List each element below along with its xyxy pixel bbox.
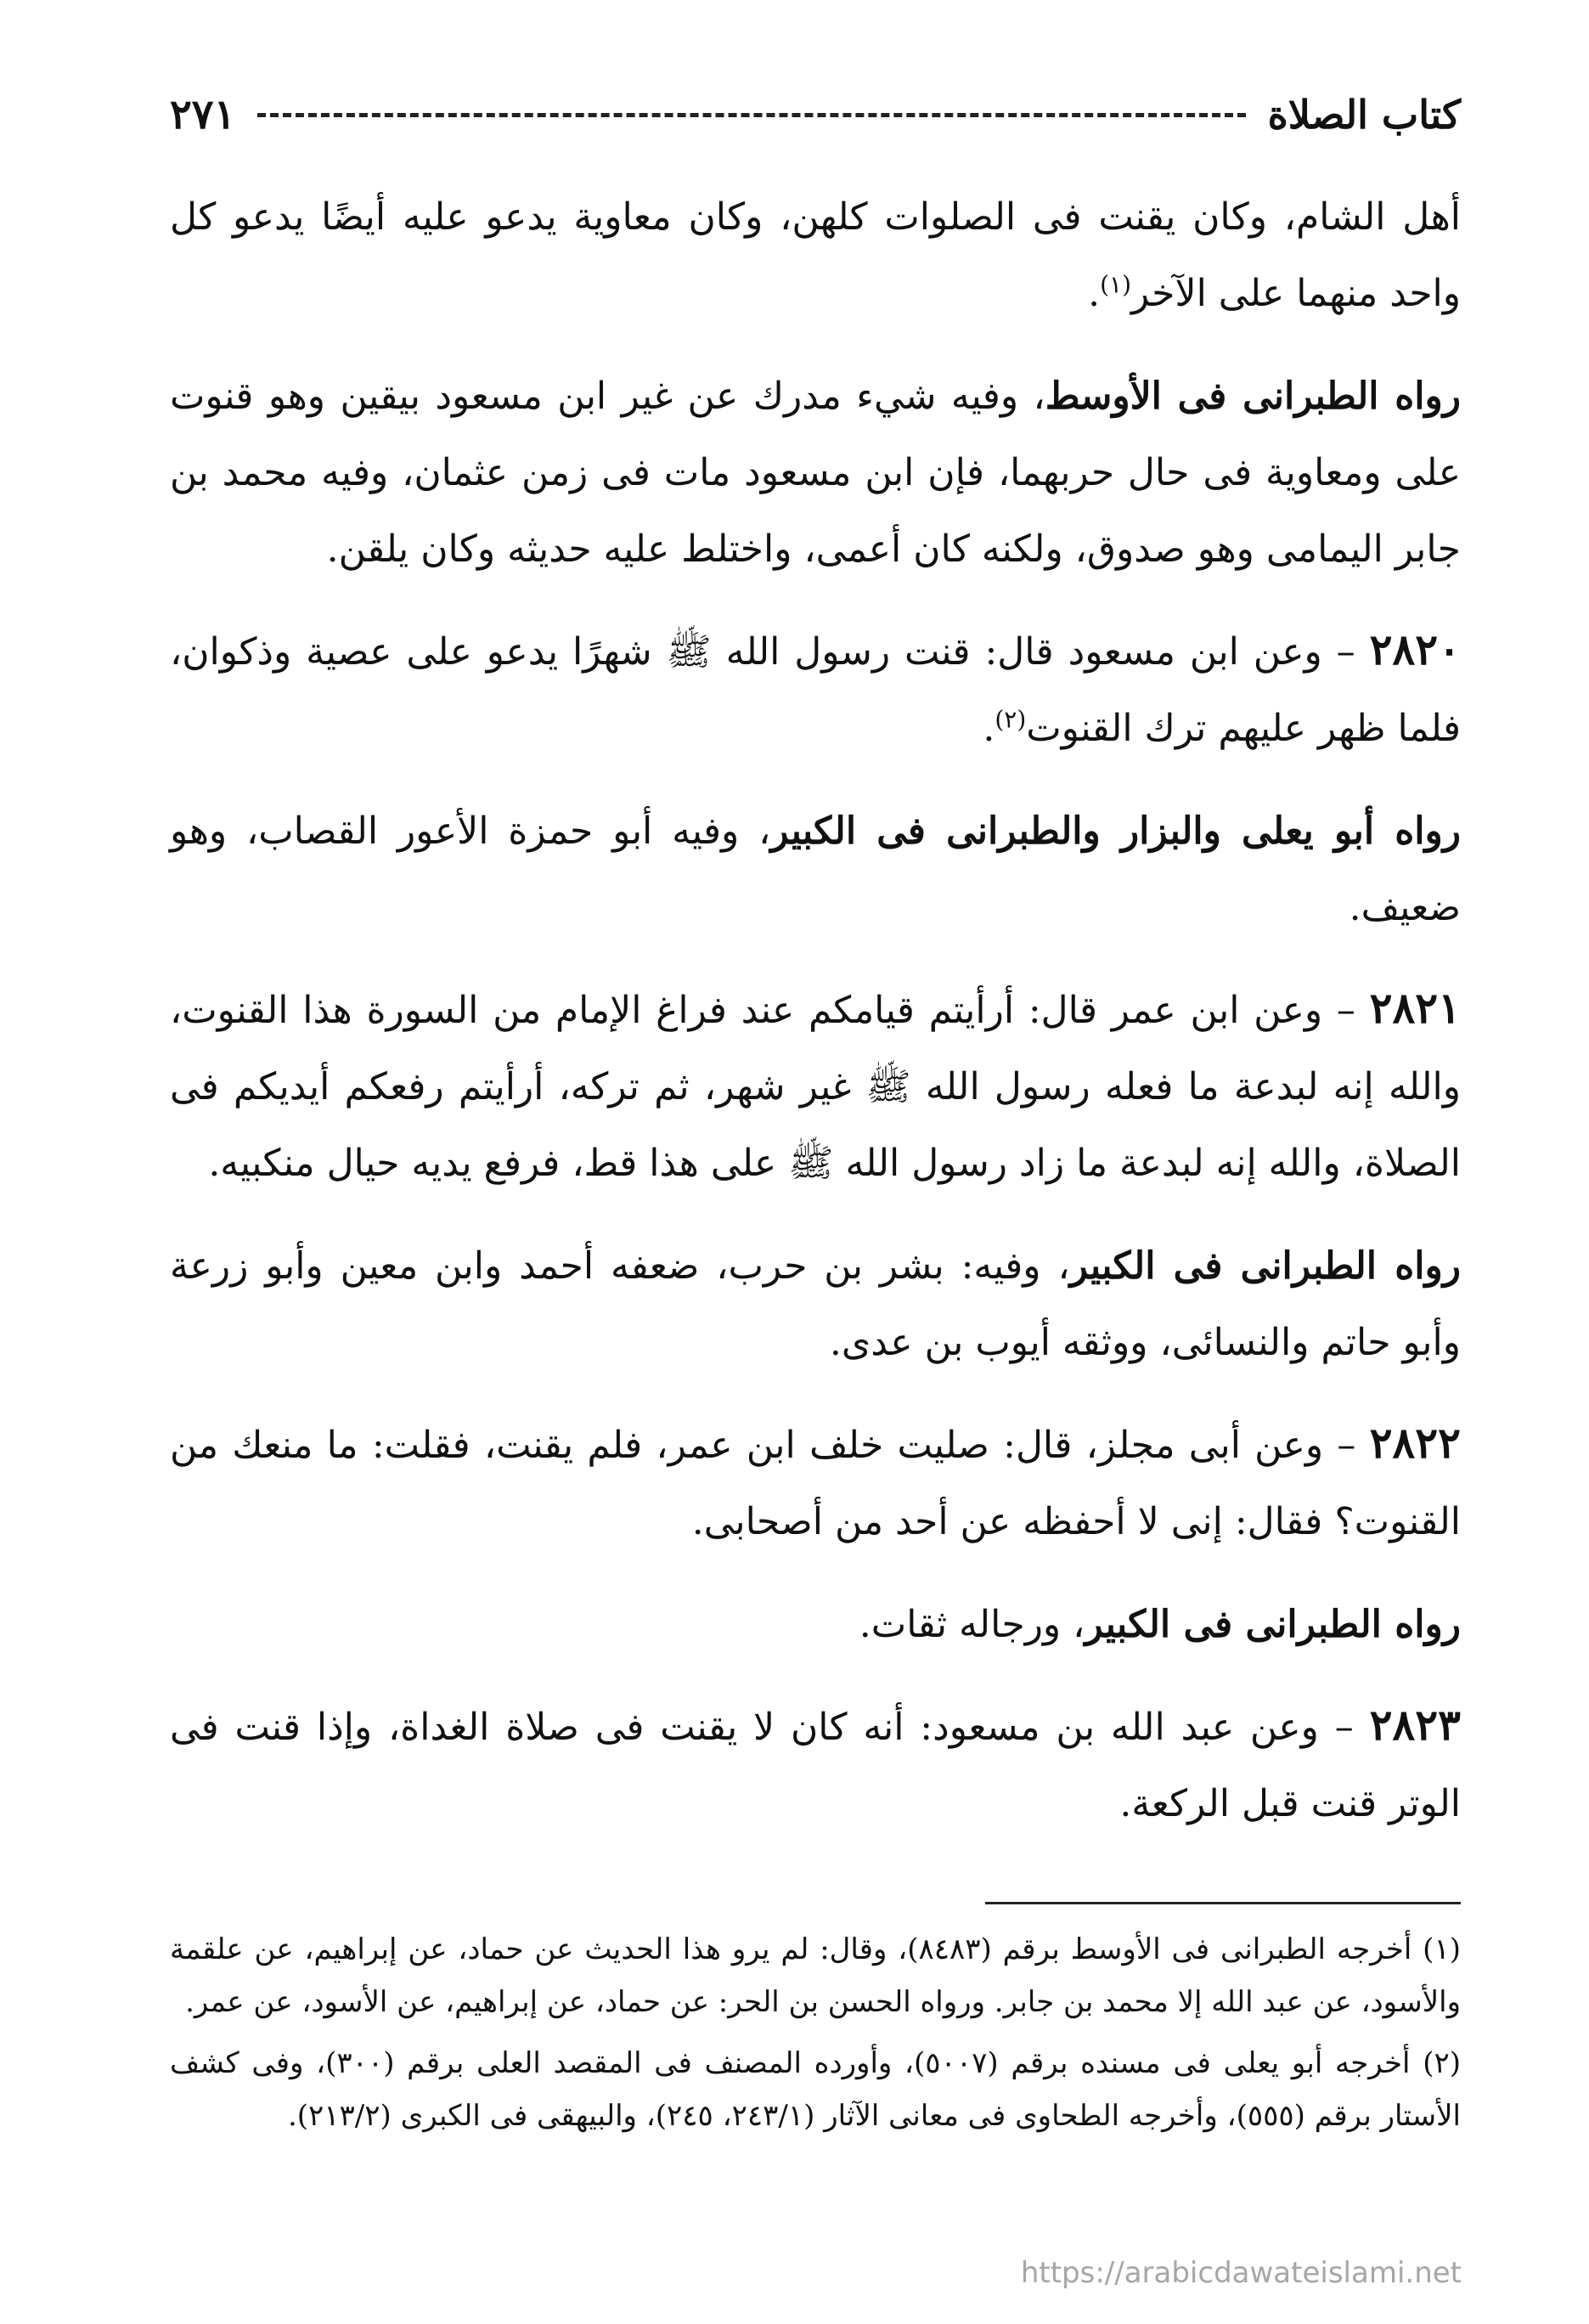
footnote-marker: (٢) [995,705,1027,734]
page-header [170,76,1461,153]
paragraph [170,1405,1461,1560]
paragraph-text: ، وفيه شيء مدرك عن غير ابن مسعود بيقين وهو قنوت على ومعاوية فى حال حربهما، فإن ابن مسعود مات فى زمن عثمان، وفيه محمد بن جابر اليمامى وهو صدوق، ولكنه كان أعمى، واختلط عليه حديثه وكان يلقن. [170,375,1461,571]
paragraph [170,1687,1461,1842]
source-attribution: رواه الطبرانى فى الكبير [1085,1603,1461,1646]
source-attribution: رواه أبو يعلى والبزار والطبرانى فى الكبير [770,809,1461,853]
paragraph-text: – وعن عبد الله بن مسعود: أنه كان لا يقنت فى صلاة الغداة، وإذا قنت فى الوتر قنت قبل الركعة. [170,1706,1461,1825]
header-dashed-rule [257,113,1245,117]
footnote-divider [985,1902,1461,1904]
source-attribution: رواه الطبرانى فى الكبير [1069,1244,1461,1288]
paragraph-text: – وعن ابن مسعود قال: قنت رسول الله ﷺ شهرًا يدعو على عصية وذكوان، فلما ظهر عليهم ترك القنوت [170,630,1461,750]
paragraph [170,970,1461,1202]
paragraph-text: ، وفيه أبو حمزة الأعور القصاب، وهو ضعيف. [170,809,1461,929]
hadith-number: ٢٨٢٣ [1369,1700,1461,1750]
paragraph-text: ، ورجاله ثقات. [859,1603,1085,1646]
page-number: ٢٧١ [170,91,236,138]
book-title: كتاب الصلاة [1267,92,1461,138]
book-page [170,76,1461,2285]
paragraph-tail: . [983,707,995,750]
hadith-number: ٢٨٢٢ [1369,1418,1461,1468]
paragraph-text: ، وفيه: بشر بن حرب، ضعفه أحمد وابن معين وأبو زرعة وأبو حاتم والنسائى، ووثقه أيوب بن عدى. [170,1244,1461,1364]
paragraph-text: – وعن أبى مجلز، قال: صليت خلف ابن عمر، فلم يقنت، فقلت: ما منعك من القنوت؟ فقال: إنى لا أحفظه عن أحد من أصحابى. [170,1424,1461,1543]
footnote-marker: (١) [1100,270,1131,299]
paragraph [170,356,1461,588]
footnote: (١) أخرجه الطبرانى فى الأوسط برقم (٨٤٨٣)، وقال: لم يرو هذا الحديث عن حماد، عن إبراهيم، عن علقمة والأسود، عن عبد الله إلا محمد بن جابر. ورواه الحسن بن الحر: عن حماد، عن إبراهيم، عن الأسود، عن عمر. [170,1932,1461,2019]
hadith-number: ٢٨٢١ [1369,983,1462,1033]
paragraph [170,791,1461,946]
paragraph-tail: . [1088,272,1101,315]
source-attribution: رواه الطبرانى فى الأوسط [1045,375,1462,418]
paragraph [170,1226,1461,1381]
paragraph [170,177,1461,332]
hadith-number: ٢٨٢٠ [1369,624,1461,674]
main-text [170,177,1461,1842]
footnotes-section [170,1902,1461,2142]
paragraph-text: – وعن ابن عمر قال: أرأيتم قيامكم عند فراغ الإمام من السورة هذا القنوت، والله إنه لبدعة ما فعله رسول الله ﷺ غير شهر، ثم تركه، أرأيتم رفعكم أيديكم فى الصلاة، والله إنه لبدعة ما زاد رسول الله ﷺ على هذا قط، فرفع يديه حيال منكبيه. [170,989,1461,1185]
paragraph [170,612,1461,767]
footnote: (٢) أخرجه أبو يعلى فى مسنده برقم (٥٠٠٧)، وأورده المصنف فى المقصد العلى برقم (٣٠٠)، وفى كشف الأستار برقم (٥٥٥)، وأخرجه الطحاوى فى معانى الآثار (٢٤٣/١، ٢٤٥)، والبيهقى فى الكبرى (٢١٣/٢). [170,2046,1461,2133]
watermark-url: https://arabicdawateislami.net [1020,2256,1462,2290]
paragraph [170,1584,1461,1663]
paragraph-text: أهل الشام، وكان يقنت فى الصلوات كلهن، وكان معاوية يدعو عليه أيضًا يدعو كل واحد منهما على الآخر [170,195,1461,315]
